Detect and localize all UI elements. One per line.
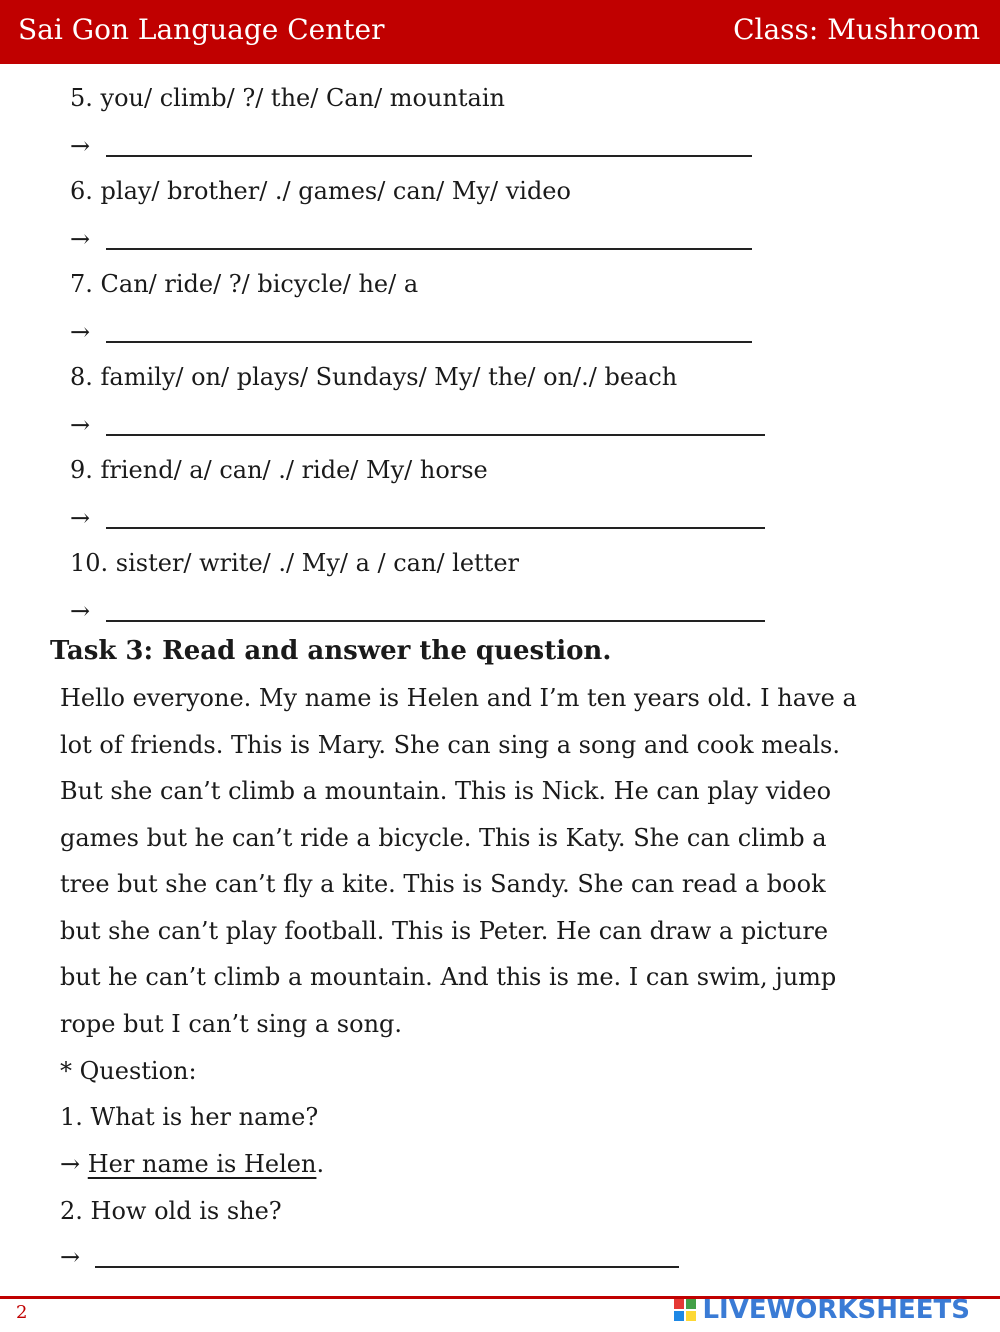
logo-square-green xyxy=(686,1299,696,1309)
answer-blank-9[interactable] xyxy=(106,527,765,529)
scramble-prompt-7: 7. Can/ ride/ ?/ bicycle/ he/ a xyxy=(70,270,419,298)
answer-blank-5[interactable] xyxy=(106,155,752,157)
logo-square-red xyxy=(674,1299,684,1309)
logo-square-blue xyxy=(674,1311,684,1321)
answer-1-text[interactable]: Her name is Helen xyxy=(87,1150,317,1178)
answer-blank-7[interactable] xyxy=(106,341,752,343)
school-name: Sai Gon Language Center xyxy=(18,13,385,46)
arrow-icon: → xyxy=(60,1243,81,1271)
passage-line: Hello everyone. My name is Helen and I’m ten years old. I have a xyxy=(60,684,857,712)
answer-line-1 xyxy=(60,1150,324,1178)
arrow-icon: → xyxy=(70,225,91,253)
question-1: 1. What is her name? xyxy=(60,1103,319,1131)
question-2: 2. How old is she? xyxy=(60,1197,282,1225)
watermark-text: LIVEWORKSHEETS xyxy=(702,1295,970,1325)
scramble-prompt-5: 5. you/ climb/ ?/ the/ Can/ mountain xyxy=(70,84,505,112)
header-bar xyxy=(0,0,1000,64)
scramble-prompt-10: 10. sister/ write/ ./ My/ a / can/ letter xyxy=(70,549,520,577)
arrow-icon: → xyxy=(70,318,91,346)
answer-blank-10[interactable] xyxy=(106,620,765,622)
question-heading: * Question: xyxy=(60,1057,197,1085)
passage-line: games but he can’t ride a bicycle. This is Katy. She can climb a xyxy=(60,824,827,852)
passage-line: But she can’t climb a mountain. This is Nick. He can play video xyxy=(60,777,832,805)
liveworksheets-logo-icon xyxy=(674,1299,696,1321)
answer-blank-6[interactable] xyxy=(106,248,752,250)
scramble-prompt-8: 8. family/ on/ plays/ Sundays/ My/ the/ on/./ beach xyxy=(70,363,678,391)
answer-blank-8[interactable] xyxy=(106,434,765,436)
arrow-icon: → xyxy=(70,504,91,532)
logo-square-yellow xyxy=(686,1311,696,1321)
scramble-prompt-9: 9. friend/ a/ can/ ./ ride/ My/ horse xyxy=(70,456,488,484)
class-label: Class: Mushroom xyxy=(733,13,980,46)
arrow-icon: → xyxy=(70,597,91,625)
arrow-icon: → xyxy=(70,411,91,439)
page-number: 2 xyxy=(16,1302,28,1323)
passage-line: rope but I can’t sing a song. xyxy=(60,1010,403,1038)
arrow-icon: → xyxy=(60,1150,81,1178)
scramble-prompt-6: 6. play/ brother/ ./ games/ can/ My/ video xyxy=(70,177,571,205)
answer-1-period: . xyxy=(316,1150,325,1178)
answer-blank-q2[interactable] xyxy=(95,1266,679,1268)
passage-line: but he can’t climb a mountain. And this is me. I can swim, jump xyxy=(60,963,837,991)
arrow-icon: → xyxy=(70,132,91,160)
task3-title: Task 3: Read and answer the question. xyxy=(50,636,612,666)
liveworksheets-watermark[interactable] xyxy=(674,1293,970,1327)
passage-line: tree but she can’t fly a kite. This is Sandy. She can read a book xyxy=(60,870,826,898)
passage-line: lot of friends. This is Mary. She can sing a song and cook meals. xyxy=(60,731,840,759)
passage-line: but she can’t play football. This is Peter. He can draw a picture xyxy=(60,917,829,945)
